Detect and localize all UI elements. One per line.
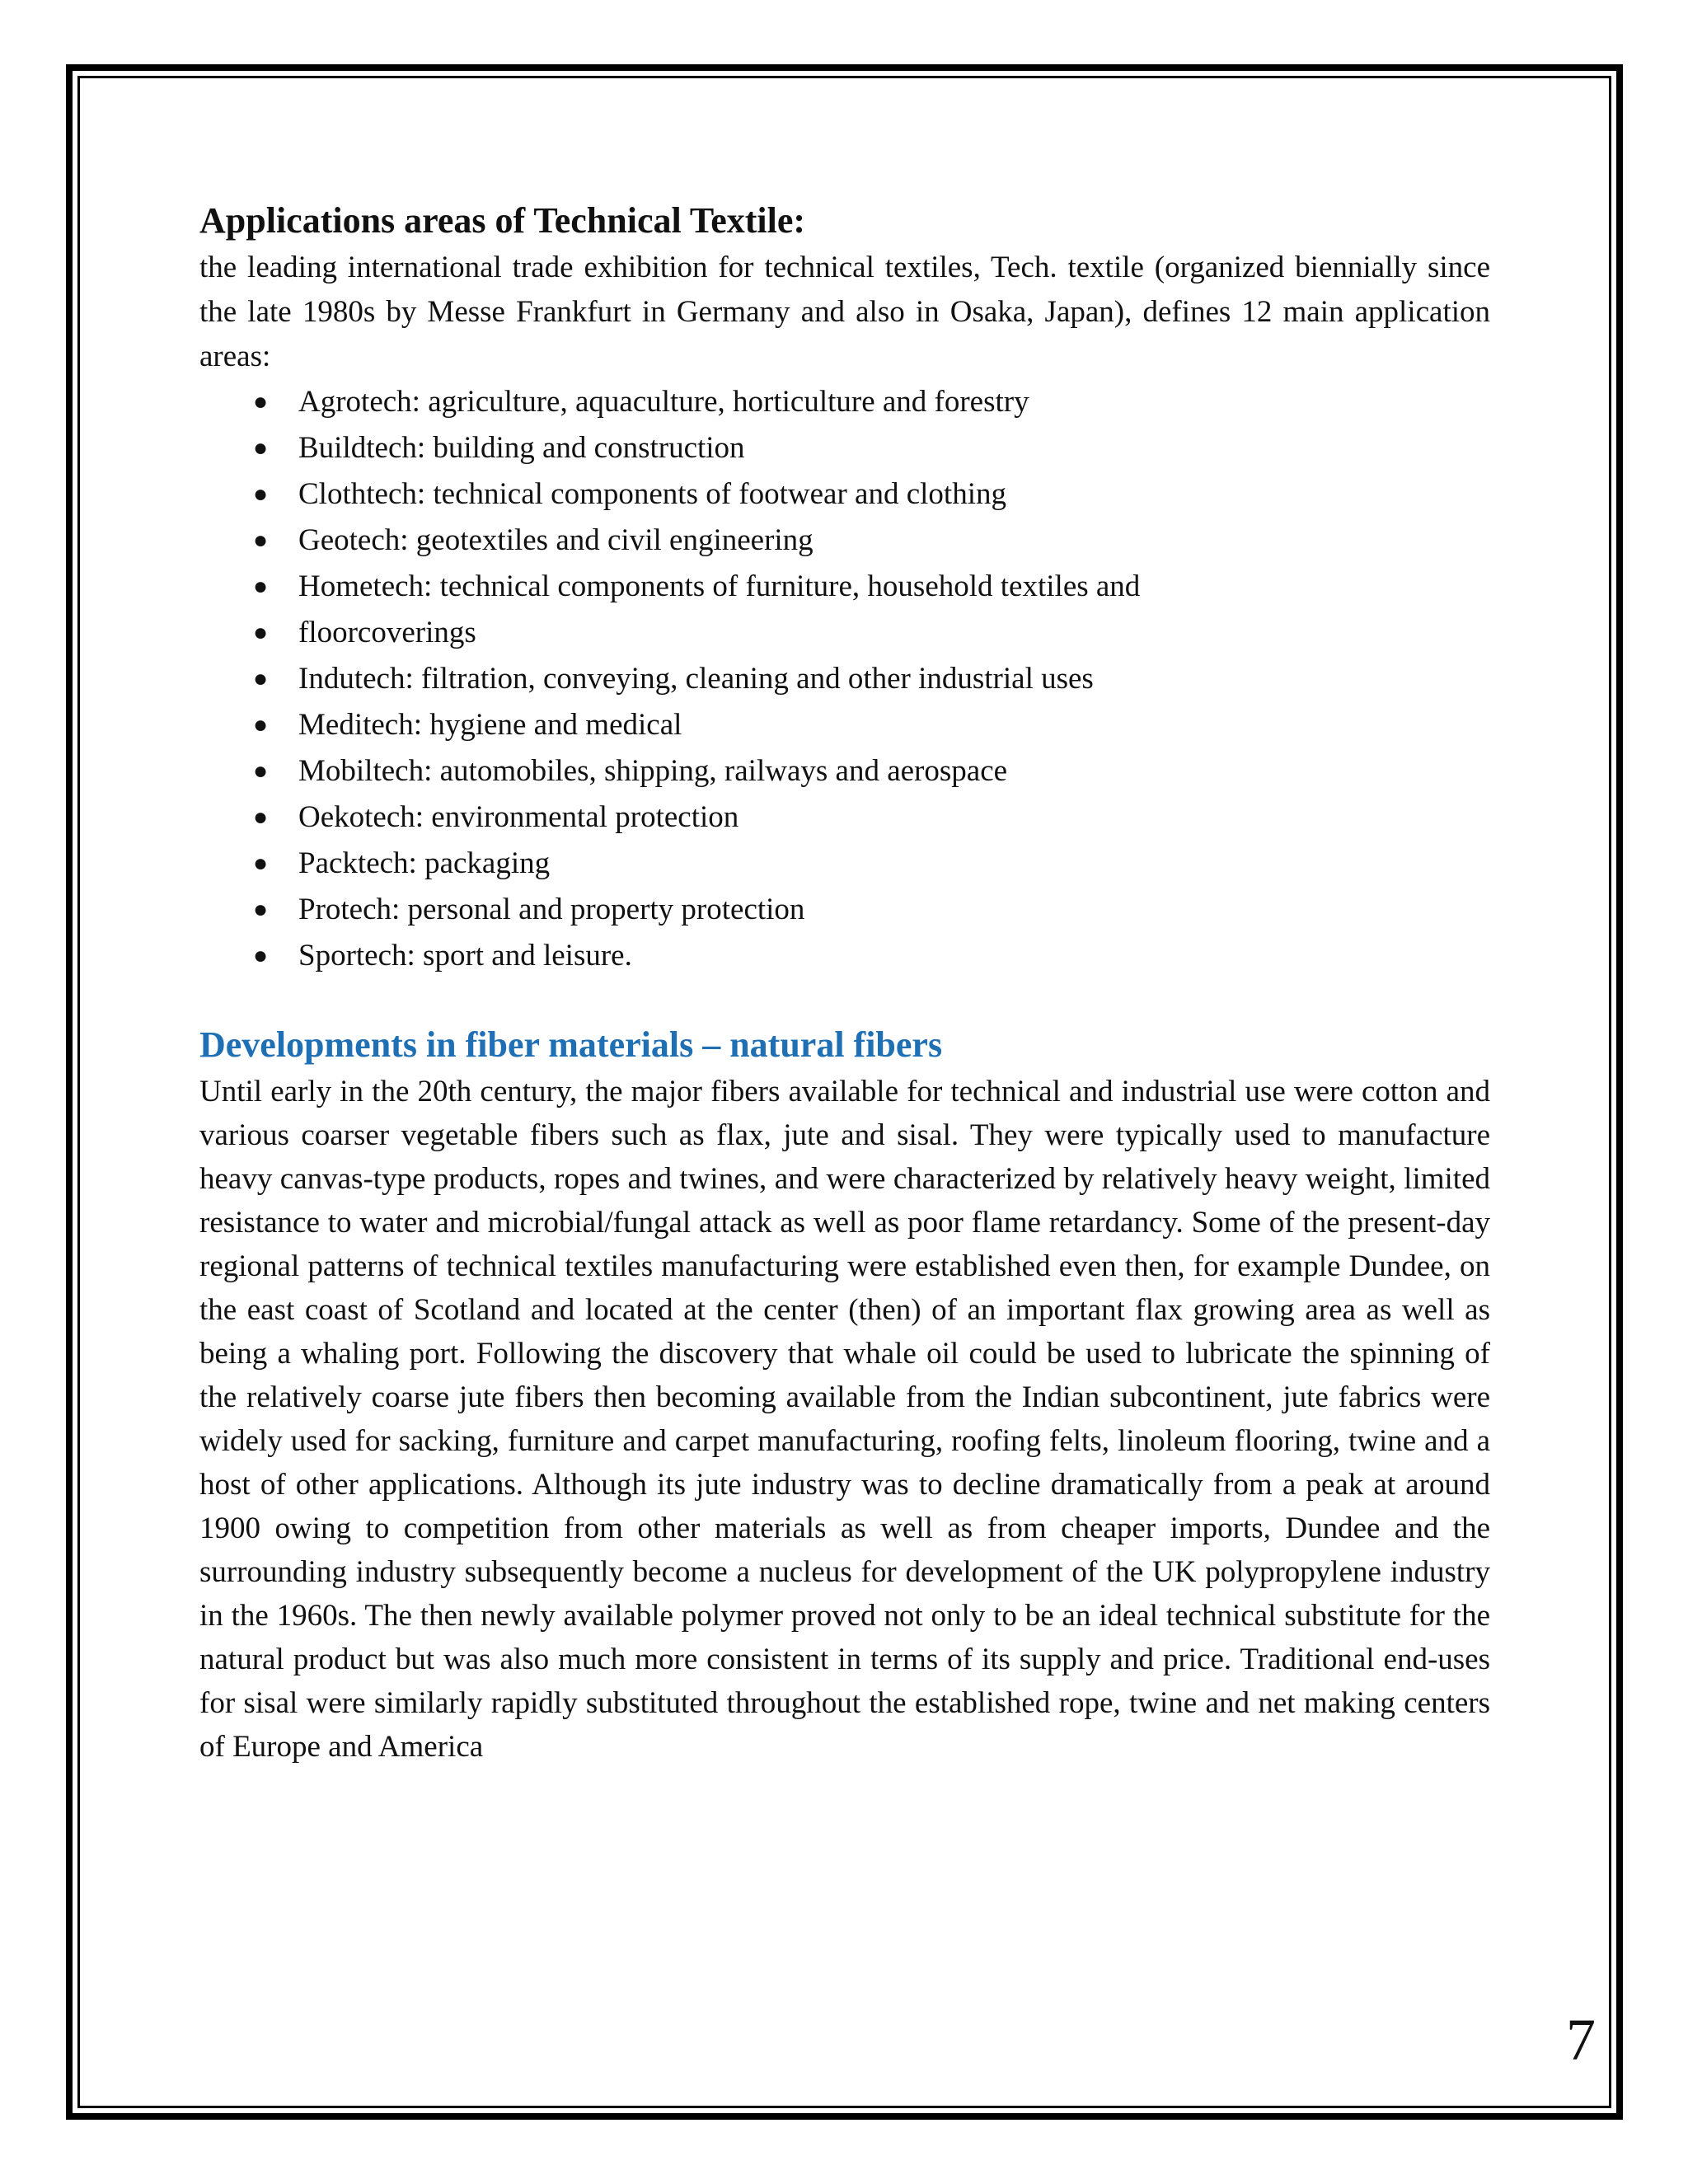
bullet-icon: ● [253,665,269,692]
list-item-text: Agrotech: agriculture, aquaculture, horticulture and forestry [298,385,1029,419]
list-item [199,748,1490,794]
list-item [199,702,1490,748]
list-item [199,379,1490,425]
list-item [199,887,1490,933]
list-item [199,841,1490,887]
list-item-text: Hometech: technical components of furniture, household textiles and [298,569,1141,603]
bullet-icon: ● [253,711,269,738]
bullet-icon: ● [253,573,269,600]
list-item [199,425,1490,471]
list-item-text: Mobiltech: automobiles, shipping, railways and aerospace [298,754,1008,788]
page-content [199,196,1490,1769]
list-item [199,610,1490,656]
list-item-text: Packtech: packaging [298,846,551,880]
list-item [199,564,1490,610]
section-heading-natural-fibers: Developments in fiber materials – natural fibers [199,1024,943,1065]
bullet-icon: ● [253,896,269,923]
section-heading-applications: Applications areas of Technical Textile: [199,200,806,241]
body-paragraph: Until early in the 20th century, the major fibers available for technical and industrial use were cotton and various coarser vegetable fibers such as flax, jute and sisal. They were typically used to manufacture heavy canvas-type products, ropes and twines, and were characterized by relatively heavy weight, limited resistance to water and microbial/fungal attack as well as poor flame retardancy. Some of the present-day regional patterns of technical textiles manufacturing were established even then, for example Dundee, on the east coast of Scotland and located at the center (then) of an important flax growing area as well as being a whaling port. Following the discovery that whale oil could be used to lubricate the spinning of the relatively coarse jute fibers then becoming available from the Indian subcontinent, jute fabrics were widely used for sacking, furniture and carpet manufacturing, roofing felts, linoleum flooring, twine and a host of other applications. Although its jute industry was to decline dramatically from a peak at around 1900 owing to competition from other materials as well as from cheaper imports, Dundee and the surrounding industry subsequently become a nucleus for development of the UK polypropylene industry in the 1960s. The then newly available polymer proved not only to be an ideal technical substitute for the natural product but was also much more consistent in terms of its supply and price. Traditional end-uses for sisal were similarly rapidly substituted throughout the established rope, twine and net making centers of Europe and America [199,1075,1490,1764]
list-item-text: Meditech: hygiene and medical [298,708,682,742]
list-item [199,518,1490,564]
list-item-text: Oekotech: environmental protection [298,800,739,834]
bullet-icon: ● [253,850,269,877]
list-item [199,933,1490,979]
application-areas-list [199,379,1490,979]
list-item-text: Clothtech: technical components of footwear and clothing [298,477,1006,511]
bullet-icon: ● [253,527,269,554]
bullet-icon: ● [253,619,269,646]
bullet-icon: ● [253,434,269,462]
bullet-icon: ● [253,388,269,415]
page-number: 7 [1566,2007,1596,2073]
list-item [199,794,1490,841]
list-item [199,471,1490,518]
list-item-text: Protech: personal and property protection [298,893,805,926]
list-item-text: Indutech: filtration, conveying, cleaning and other industrial uses [298,662,1094,696]
bullet-icon: ● [253,480,269,508]
intro-paragraph: the leading international trade exhibition for technical textiles, Tech. textile (organized biennially since the late 1980s by Messe Frankfurt in Germany and also in Osaka, Japan), defines 12 main application areas: [199,251,1490,373]
bullet-icon: ● [253,804,269,831]
list-item-text: Sportech: sport and leisure. [298,939,632,972]
bullet-icon: ● [253,757,269,785]
list-item-text: floorcoverings [298,616,476,649]
list-item [199,656,1490,702]
list-item-text: Buildtech: building and construction [298,431,745,465]
list-item-text: Geotech: geotextiles and civil engineering [298,523,814,557]
bullet-icon: ● [253,942,269,969]
